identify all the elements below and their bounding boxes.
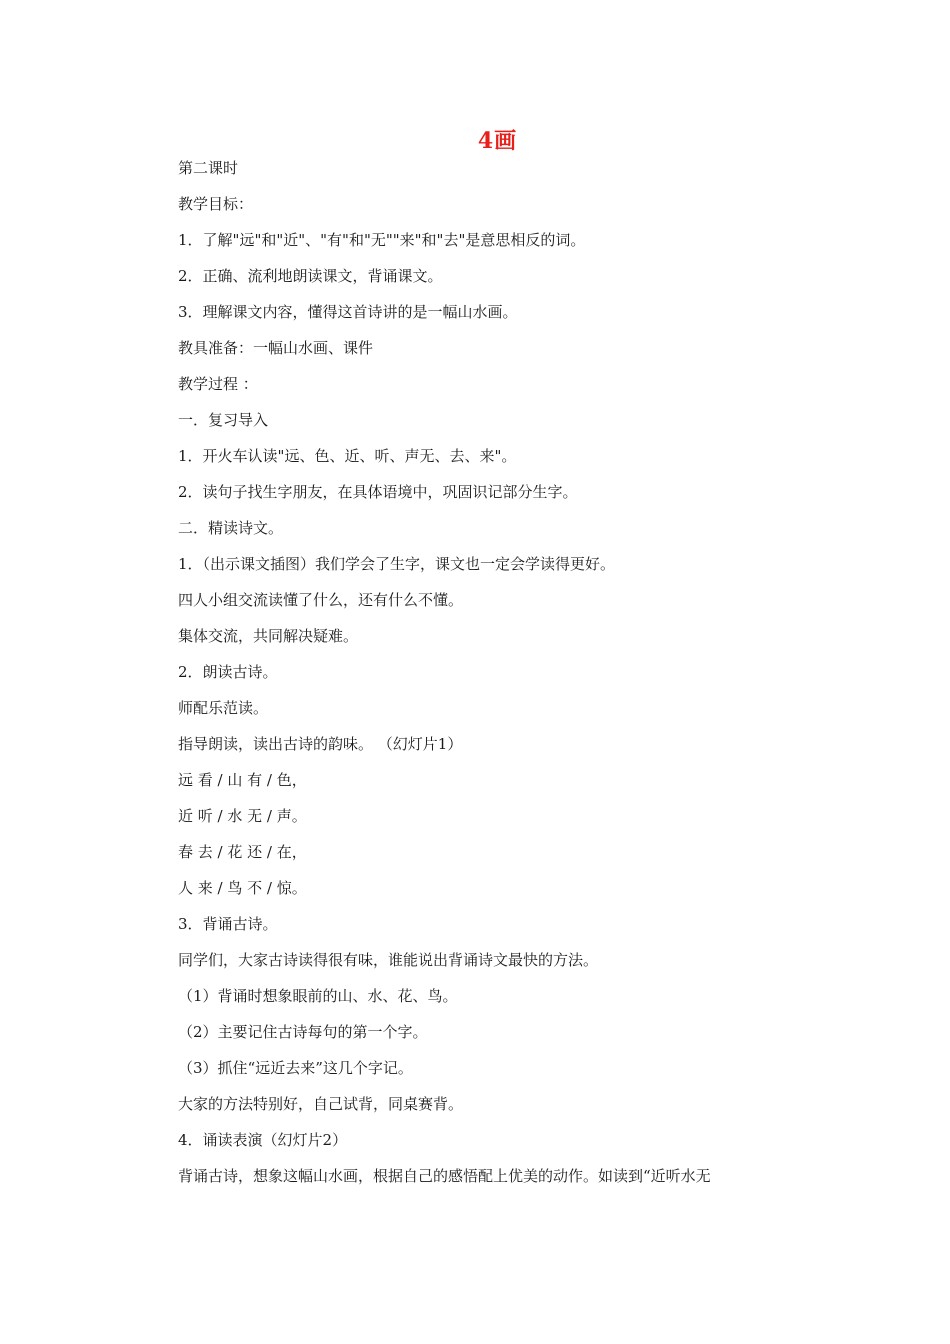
list-item: （1）背诵时想象眼前的山、水、花、鸟。 — [178, 987, 458, 1005]
paragraph: 2．朗读古诗。 — [178, 663, 278, 681]
objective-item: 3．理解课文内容，懂得这首诗讲的是一幅山水画。 — [178, 303, 518, 321]
objective-item: 2．正确、流利地朗读课文，背诵课文。 — [178, 267, 443, 285]
paragraph: 背诵古诗，想象这幅山水画，根据自己的感悟配上优美的动作。如读到“近听水无 — [178, 1167, 711, 1185]
list-item: （3）抓住“远近去来”这几个字记。 — [178, 1059, 413, 1077]
poem-line: 春 去 / 花 还 / 在， — [178, 843, 307, 861]
section-heading: 二．精读诗文。 — [178, 519, 284, 537]
page-title: 4画 — [477, 128, 518, 154]
paragraph: 1．（出示课文插图）我们学会了生字，课文也一定会学读得更好。 — [178, 555, 616, 573]
paragraph: 四人小组交流读懂了什么，还有什么不懂。 — [178, 591, 464, 609]
poem-line: 近 听 / 水 无 / 声。 — [178, 807, 307, 825]
section-heading: 一．复习导入 — [178, 411, 269, 429]
document-body — [178, 150, 838, 1194]
paragraph: 3．背诵古诗。 — [178, 915, 278, 933]
paragraph: 集体交流，共同解决疑难。 — [178, 627, 359, 645]
paragraph: 师配乐范读。 — [178, 699, 269, 717]
paragraph: 1．开火车认读"远、色、近、听、声无、去、来"。 — [178, 447, 517, 465]
list-item: （2）主要记住古诗每句的第一个字。 — [178, 1023, 428, 1041]
materials-line: 教具准备：一幅山水画、课件 — [178, 339, 374, 357]
poem-line: 人 来 / 鸟 不 / 惊。 — [178, 879, 307, 897]
lesson-period: 第二课时 — [178, 159, 239, 177]
process-heading: 教学过程 ： — [178, 375, 258, 393]
paragraph: 4．诵读表演（幻灯片2） — [178, 1131, 348, 1149]
paragraph: 2．读句子找生字朋友，在具体语境中，巩固识记部分生字。 — [178, 483, 578, 501]
paragraph: 同学们，大家古诗读得很有味，谁能说出背诵诗文最快的方法。 — [178, 951, 599, 969]
poem-line: 远 看 / 山 有 / 色， — [178, 771, 307, 789]
objective-item: 1．了解"远"和"近"、"有"和"无""来"和"去"是意思相反的词。 — [178, 231, 586, 249]
paragraph: 大家的方法特别好，自己试背，同桌赛背。 — [178, 1095, 464, 1113]
objectives-heading: 教学目标： — [178, 195, 254, 213]
paragraph: 指导朗读，读出古诗的韵味。 （幻灯片1） — [178, 735, 463, 753]
